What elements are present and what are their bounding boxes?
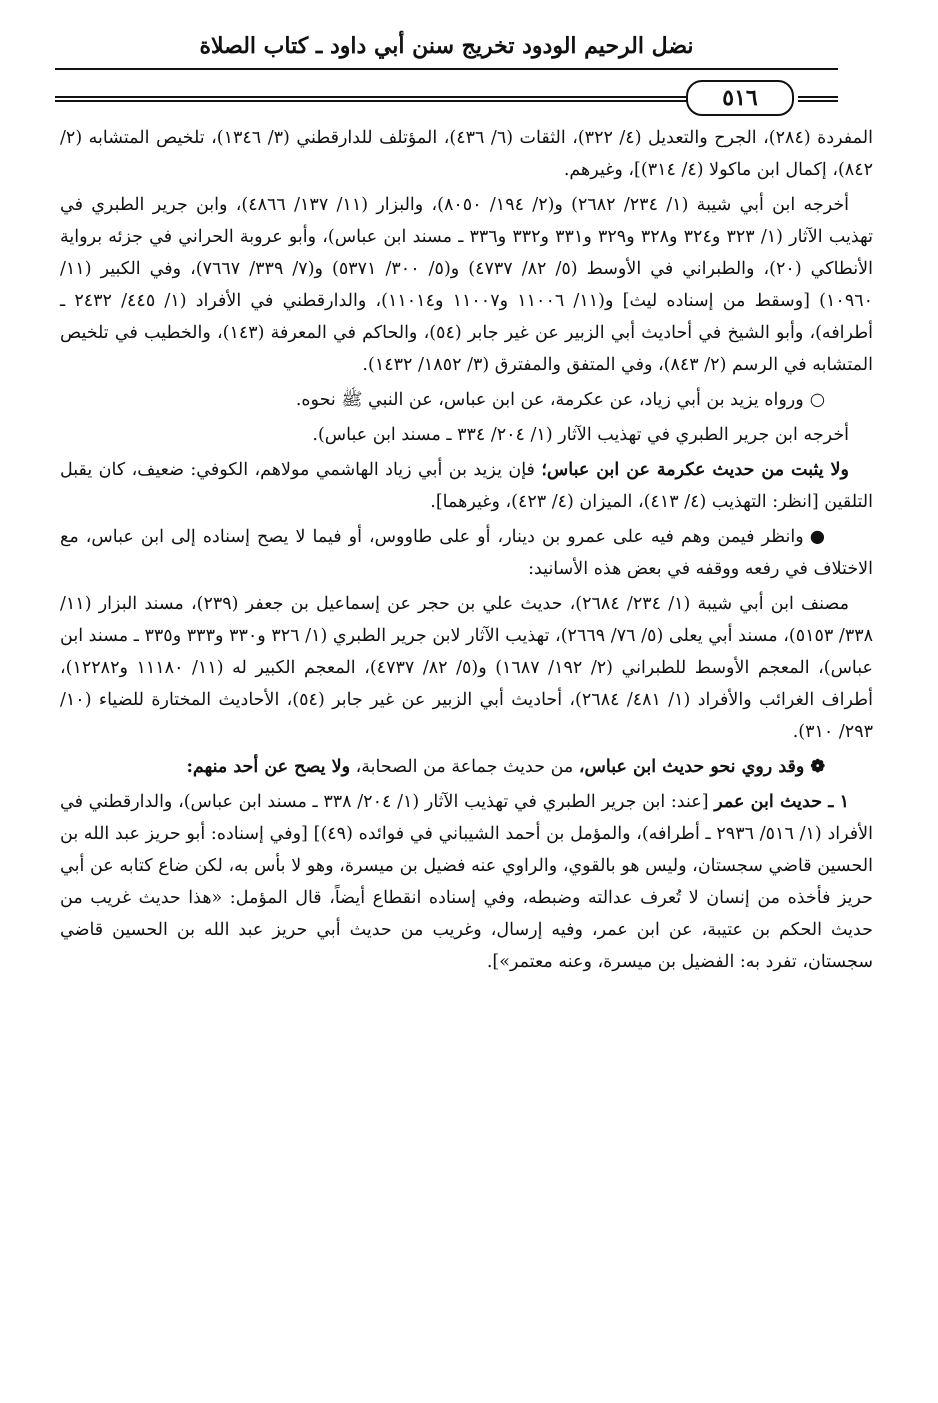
running-title: نضل الرحيم الودود تخريج سنن أبي داود ـ كتاب الصلاة xyxy=(199,33,694,59)
paragraph xyxy=(60,454,873,518)
paragraph-text: فإن يزيد بن أبي زياد الهاشمي مولاهم، الكوفي: ضعيف، كان يقبل التلقين [انظر: التهذيب (٤/ ٤١٣)، الميزان (٤/ ٤٢٣)، وغيرهما]. xyxy=(60,460,873,512)
bold-text: ١ ـ حديث ابن عمر xyxy=(714,792,849,812)
paragraph-text: من حديث جماعة من الصحابة، xyxy=(350,757,579,777)
paragraph xyxy=(60,384,873,416)
ornament-marker-icon: ❁ xyxy=(810,757,825,777)
paragraph xyxy=(60,588,873,748)
paragraph-text: [عند: ابن جرير الطبري في تهذيب الآثار (١/ ٢٠٤/ ٣٣٨ ـ مسند ابن عباس)، والدارقطني في الأفراد (١/ ٥١٦/ ٢٩٣٦ ـ أطرافه)، والمؤمل بن أحمد الشيباني في فوائده (٤٩)] [وفي إسناده: أبو حريز عبد الله بن الحسين قاضي سجستان، وليس هو بالقوي، والراوي عنه فضيل بن ميسرة، وهو لا بأس به، لكن ضاع كتابه عن أبي حريز فأخذه من إنسان لا تُعرف عدالته وضبطه، وفي إسناده انقطاع أيضاً، قال المؤمل: «هذا حديث غريب من حديث الحكم بن عتيبة، عن ابن عمر، وفيه إرسال، وغريب من حديث أبي حريز عبد الله بن الحسين قاضي سجستان، تفرد به: الفضيل بن ميسرة، وعنه معتمر»]. xyxy=(60,792,873,972)
paragraph xyxy=(60,122,873,186)
bullet-marker-icon: ● xyxy=(809,527,825,547)
paragraph-text: وانظر فيمن وهم فيه على عمرو بن دينار، أو على طاووس، أو فيما لا يصح إسناده إلى ابن عباس، مع الاختلاف في رفعه ووقفه في بعض هذه الأسانيد: xyxy=(60,527,873,579)
bold-text: ولا يثبت من حديث عكرمة عن ابن عباس؛ xyxy=(541,460,849,480)
paragraph xyxy=(60,786,873,978)
header-double-rule-right xyxy=(798,96,838,102)
paragraph-text: مصنف ابن أبي شيبة (١/ ٢٣٤/ ٢٦٨٤)، حديث علي بن حجر عن إسماعيل بن جعفر (٢٣٩)، مسند البزار (١١/ ٣٣٨/ ٥١٥٣)، مسند أبي يعلى (٥/ ٧٦/ ٢٦٦٩)، تهذيب الآثار لابن جرير الطبري (١/ ٣٢٦ و٣٣٠ و٣٣٣ و٣٣٥ ـ مسند ابن عباس)، المعجم الأوسط للطبراني (٢/ ١٩٢/ ١٦٨٧) و(٥/ ٨٢/ ٤٧٣٧)، المعجم الكبير له (١١/ ١١١٨٠ و١٢٢٨٢)، أطراف الغرائب والأفراد (١/ ٤٨١/ ٢٦٨٤)، أحاديث أبي الزبير عن غير جابر (٥٤)، الأحاديث المختارة للضياء (١٠/ ٢٩٣/ ٣١٠). xyxy=(60,594,874,742)
paragraph xyxy=(60,419,873,451)
paragraph-text: أخرجه ابن جرير الطبري في تهذيب الآثار (١/ ٢٠٤/ ٣٣٤ ـ مسند ابن عباس). xyxy=(312,425,849,445)
paragraph xyxy=(60,189,873,381)
circle-marker-icon: ○ xyxy=(809,390,825,410)
paragraph-text: أخرجه ابن أبي شيبة (١/ ٢٣٤/ ٢٦٨٢) و(٢/ ١٩٤/ ٨٠٥٠)، والبزار (١١/ ١٣٧/ ٤٨٦٦)، وابن جرير الطبري في تهذيب الآثار (١/ ٣٢٣ و٣٢٤ و٣٢٨ و٣٢٩ و٣٣١ و٣٣٢ و٣٣٦ ـ مسند ابن عباس)، وأبو عروبة الحراني في جزئه برواية الأنطاكي (٢٠)، والطبراني في الأوسط (٥/ ٨٢/ ٤٧٣٧) و(٥/ ٣٠٠/ ٥٣٧١) و(٧/ ٣٣٩/ ٧٦٦٧)، وفي الكبير (١١/ ١٠٩٦٠) [وسقط من إسناده ليث] و(١١/ ١١٠٠٦ و١١٠٠٧ و١١٠١٤)، والدارقطني في الأفراد (١/ ٤٤٥/ ٢٤٣٢ ـ أطرافه)، وأبو الشيخ في أحاديث أبي الزبير عن غير جابر (٥٤)، والحاكم في المعرفة (١٤٣)، والخطيب في تلخيص المتشابه في الرسم (٢/ ٨٤٣)، وفي المتفق والمفترق (٣/ ١٨٥٢/ ١٤٣٢). xyxy=(60,195,874,375)
bold-text: ولا يصح عن أحد منهم: xyxy=(186,757,351,777)
body-text xyxy=(60,122,873,981)
paragraph-text: المفردة (٢٨٤)، الجرح والتعديل (٤/ ٣٢٢)، الثقات (٦/ ٤٣٦)، المؤتلف للدارقطني (٣/ ١٣٤٦)، تلخيص المتشابه (٢/ ٨٤٢)، إكمال ابن ماكولا (٤/ ٣١٤)]، وغيرهم. xyxy=(60,128,873,180)
paragraph-text: ورواه يزيد بن أبي زياد، عن عكرمة، عن ابن عباس، عن النبي ﷺ نحوه. xyxy=(295,390,804,410)
header-rule xyxy=(55,68,838,70)
page-number: ٥١٦ xyxy=(686,80,794,116)
paragraph xyxy=(60,751,873,783)
bold-text: وقد روي نحو حديث ابن عباس، xyxy=(578,757,805,777)
page-header xyxy=(55,28,838,116)
header-double-rule-left xyxy=(55,96,735,102)
paragraph xyxy=(60,521,873,585)
page-number-row xyxy=(55,80,838,114)
